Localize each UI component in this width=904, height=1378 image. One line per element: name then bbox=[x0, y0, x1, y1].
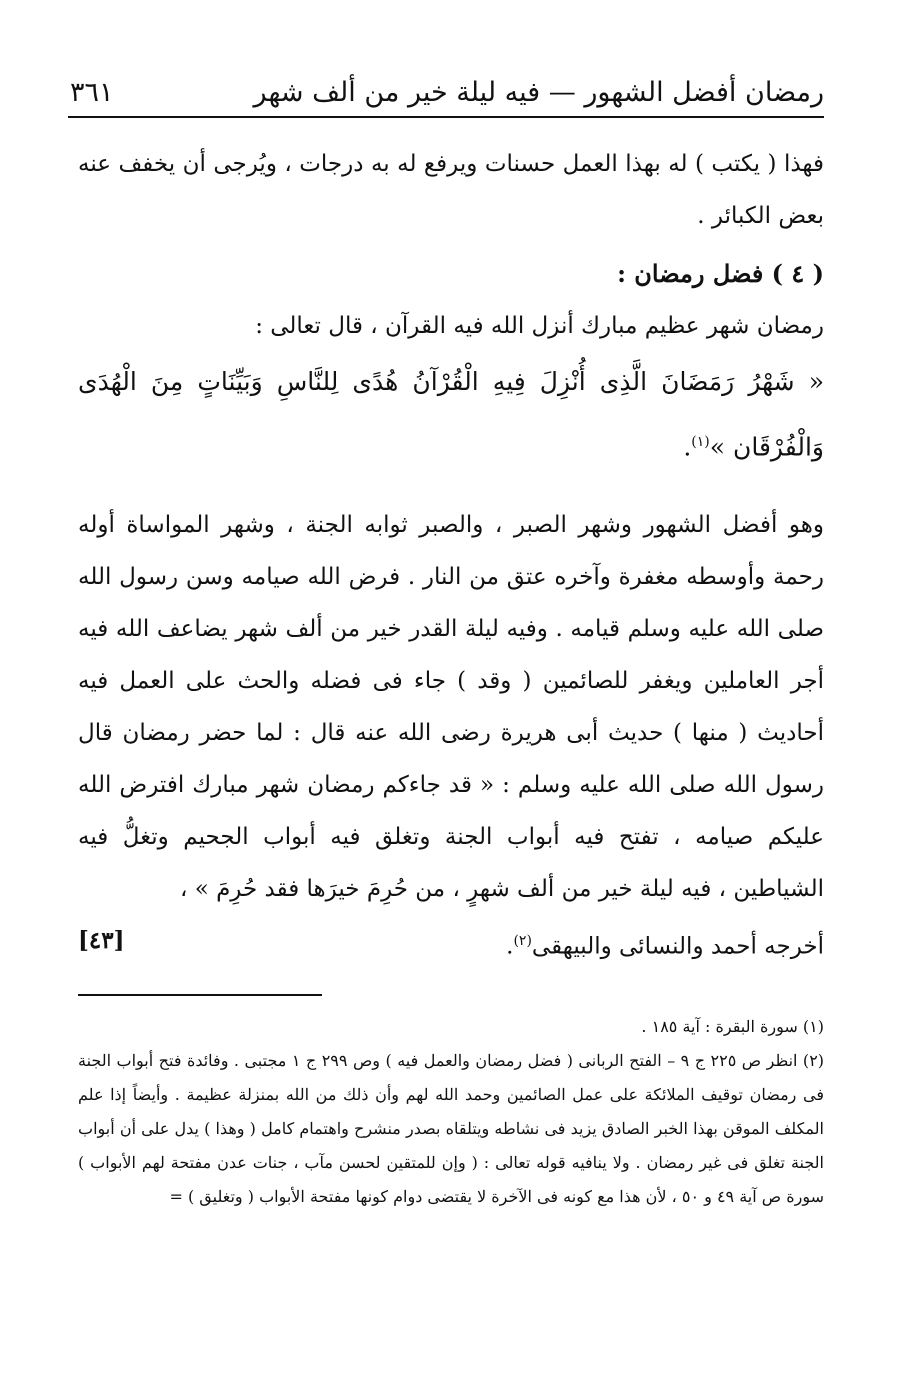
footnotes bbox=[78, 1010, 824, 1214]
main-last-line bbox=[78, 915, 824, 973]
intro-paragraph: فهذا ( يكتب ) له بهذا العمل حسنات ويرفع له به درجات ، ويُرجى أن يخفف عنه بعض الكبائر . bbox=[78, 151, 824, 229]
section-heading: ( ٤ ) فضل رمضان : bbox=[617, 259, 824, 288]
quran-verse bbox=[78, 352, 824, 477]
header-rule bbox=[68, 116, 824, 118]
page-header bbox=[70, 58, 824, 108]
verse-end: . bbox=[683, 432, 692, 462]
main-end: . bbox=[506, 933, 514, 960]
footnote-2: (٢) انظر ص ٢٢٥ ج ٩ – الفتح الربانى ( فضل رمضان والعمل فيه ) وص ٢٩٩ ج ١ مجتبى . وفائدة فتح أبواب الجنة فى رمضان توقيف الملائكة على عمل الصائمين وحمد الله لهم وأن ذلك من الله بمنزلة عظيمة . وأيضاً إذا علم المكلف الموقن بهذا الخبر الصادق يزيد فى نشاطه ويتلقاه بصدر منشرح واهتمام كامل ( وهذا ) يدل على أن أبواب الجنة تغلق فى غير رمضان . ولا ينافيه قوله تعالى : ( وإن للمتقين لحسن مآب ، جنات عدن مفتحة لهم الأبواب ) سورة ص آية ٤٩ و ٥٠ ، لأن هذا مع كونه فى الآخرة لا يقتضى دوام كونها مفتحة الأبواب ( وتغليق ) = bbox=[78, 1051, 825, 1206]
running-title: رمضان أفضل الشهور — فيه ليلة خير من ألف شهر bbox=[253, 77, 824, 108]
main-last-text: أخرجه أحمد والنسائى والبيهقى bbox=[531, 933, 824, 960]
main-footnote-ref: (٢) bbox=[513, 933, 532, 950]
footnote-1: (١) سورة البقرة : آية ١٨٥ . bbox=[641, 1017, 824, 1036]
main-text: وهو أفضل الشهور وشهر الصبر ، والصبر ثوابه الجنة ، وشهر المواساة أوله رحمة وأوسطه مغفرة وآخره عتق من النار . فرض الله صيامه وسن رسول الله صلى الله عليه وسلم قيامه . وفيه ليلة القدر خير من ألف شهر يضاعف الله فيه أجر العاملين ويغفر للصائمين ( وقد ) جاء فى فضله والحث على العمل فيه أحاديث ( منها ) حديث أبى هريرة رضى الله عنه قال : لما حضر رمضان قال رسول الله صلى الله عليه وسلم : « قد جاءكم رمضان شهر مبارك افترض الله عليكم صيامه ، تفتح فيه أبواب الجنة وتغلق فيه أبواب الجحيم وتغلُّ فيه الشياطين ، فيه ليلة خير من ألف شهرٍ ، من حُرِمَ خيرَها فقد حُرِمَ » ، bbox=[78, 512, 824, 903]
page-number: ٣٦١ bbox=[70, 77, 114, 108]
verse-text: « شَهْرُ رَمَضَانَ الَّذِى أُنْزِلَ فِيهِ الْقُرْآنُ هُدًى لِلنَّاسِ وَبَيِّنَاتٍ مِنَ الْهُدَى وَالْفُرْقَان » bbox=[78, 367, 824, 462]
lead-paragraph: رمضان شهر عظيم مبارك أنزل الله فيه القرآن ، قال تعالى : bbox=[255, 313, 824, 339]
page-body bbox=[78, 138, 824, 973]
verse-footnote-ref: (١) bbox=[691, 434, 710, 450]
main-paragraph bbox=[78, 499, 824, 973]
hadith-number: [٤٣] bbox=[78, 926, 125, 954]
footnote-rule bbox=[78, 994, 322, 996]
